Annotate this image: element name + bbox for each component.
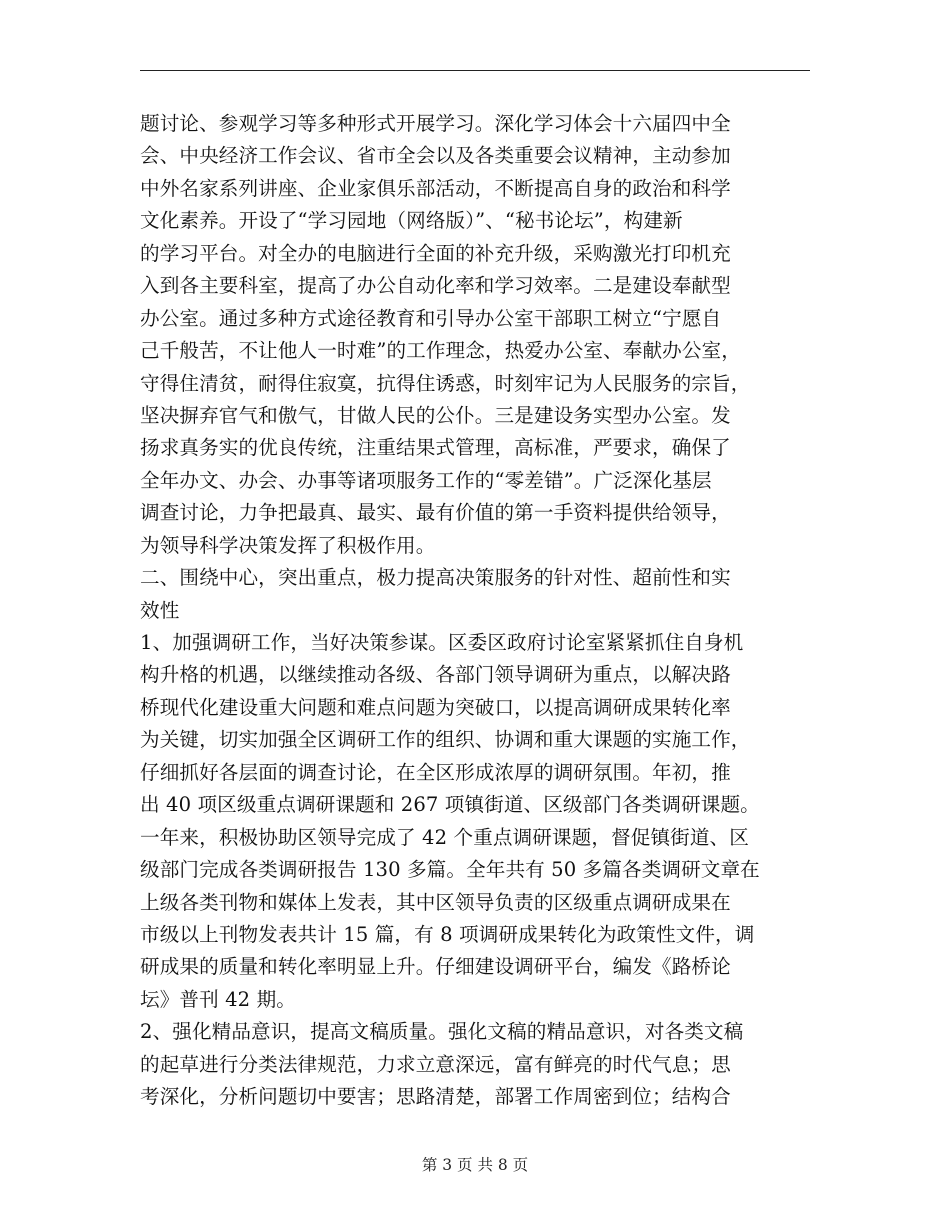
- section-heading: 二、围绕中心，突出重点，极力提高决策服务的针对性、超前性和实: [140, 566, 731, 590]
- text-line: 中外名家系列讲座、企业家俱乐部活动，不断提高自身的政治和科学: [140, 176, 731, 200]
- text-line: 桥现代化建设重大问题和难点问题为突破口，以提高调研成果转化率: [140, 695, 731, 719]
- text-line: 题讨论、参观学习等多种形式开展学习。深化学习体会十六届四中全: [140, 112, 731, 135]
- text-line: 2、强化精品意识，提高文稿质量。强化文稿的精品意识，对各类文稿: [140, 1020, 744, 1044]
- text-line: 1、加强调研工作，当好决策参谋。区委区政府讨论室紧紧抓住自身机: [140, 631, 744, 654]
- text-line: 市级以上刊物发表共计 15 篇，有 8 项调研成果转化为政策性文件，调: [140, 922, 755, 946]
- text-line: 会、中央经济工作会议、省市全会以及各类重要会议精神，主动参加: [140, 144, 731, 168]
- page-footer: [0, 1155, 950, 1175]
- text-line: 研成果的质量和转化率明显上升。仔细建设调研平台，编发《路桥论: [140, 955, 731, 979]
- text-line: 办公室。通过多种方式途径教育和引导办公室干部职工树立“宁愿自: [140, 306, 722, 330]
- text-line: 入到各主要科室，提高了办公自动化率和学习效率。二是建设奉献型: [140, 274, 731, 298]
- text-line: 仔细抓好各层面的调查讨论，在全区形成浓厚的调研氛围。年初，推: [140, 760, 731, 784]
- text-line: 的起草进行分类法律规范，力求立意深远，富有鲜亮的时代气息；思: [140, 1052, 731, 1076]
- text-line: 考深化，分析问题切中要害；思路清楚，部署工作周密到位；结构合: [140, 1085, 731, 1109]
- header-rule: [140, 70, 810, 71]
- text-line: 全年办文、办会、办事等诸项服务工作的“零差错”。广泛深化基层: [140, 468, 712, 492]
- page-number: 第 3 页 共 8 页: [421, 1156, 529, 1174]
- text-line: 为关键，切实加强全区调研工作的组织、协调和重大课题的实施工作，: [140, 728, 751, 752]
- text-line: 己千般苦，不让他人一时难”的工作理念，热爱办公室、奉献办公室，: [140, 339, 741, 363]
- text-line: 出 40 项区级重点调研课题和 267 项镇街道、区级部门各类调研课题。: [140, 793, 760, 817]
- text-line: 一年来，积极协助区领导完成了 42 个重点调研课题，督促镇街道、区: [140, 825, 749, 849]
- text-line: 文化素养。开设了“学习园地（网络版）”、“秘书论坛”，构建新: [140, 209, 683, 233]
- text-line: 上级各类刊物和媒体上发表，其中区领导负责的区级重点调研成果在: [140, 890, 731, 914]
- text-line: 级部门完成各类调研报告 130 多篇。全年共有 50 多篇各类调研文章在: [140, 858, 760, 882]
- text-line: 的学习平台。对全办的电脑进行全面的补充升级，采购激光打印机充: [140, 241, 731, 265]
- text-line: 构升格的机遇，以继续推动各级、各部门领导调研为重点，以解决路: [140, 663, 731, 687]
- text-line: 调查讨论，力争把最真、最实、最有价值的第一手资料提供给领导，: [140, 501, 731, 525]
- text-line: 为领导科学决策发挥了积极作用。: [140, 533, 436, 557]
- text-line: 坛》普刊 42 期。: [140, 987, 296, 1011]
- text-line: 坚决摒弃官气和傲气，甘做人民的公仆。三是建设务实型办公室。发: [140, 403, 731, 427]
- section-heading: 效性: [140, 598, 180, 622]
- text-line: 守得住清贫，耐得住寂寞，抗得住诱惑，时刻牢记为人民服务的宗旨，: [140, 371, 751, 395]
- text-line: 扬求真务实的优良传统，注重结果式管理，高标准，严要求，确保了: [140, 436, 731, 460]
- document-body: [140, 108, 812, 1114]
